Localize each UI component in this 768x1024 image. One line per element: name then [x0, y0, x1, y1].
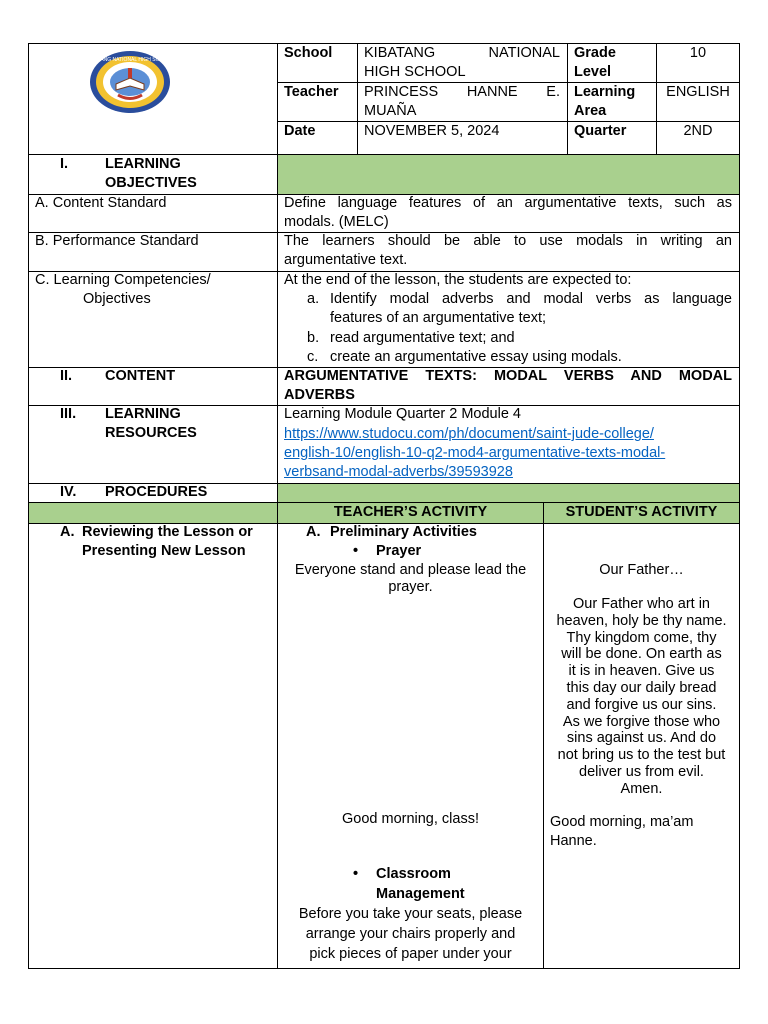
quarter-label: Quarter [574, 123, 627, 139]
competency-b-marker: b. [307, 330, 320, 346]
performance-standard-line1: The learners should be able to use modals in writing an [284, 233, 732, 249]
prayer-line: not bring us to the test but [557, 747, 726, 764]
prayer-line: Our Father who art in [573, 596, 710, 612]
classroom-line: arrange your chairs properly and [305, 926, 516, 942]
date-value: NOVEMBER 5, 2024 [364, 123, 500, 139]
objectives-title-line2: OBJECTIVES [105, 175, 197, 191]
step-a-marker: A. [60, 524, 75, 540]
resources-link-line3[interactable]: verbsand-modal-adverbs/39593928 [284, 464, 513, 480]
school-seal-icon [88, 50, 172, 114]
content-value-line2: ADVERBS [284, 387, 355, 403]
competencies-label-line1: C. Learning Competencies/ [35, 272, 211, 288]
resources-title-line1: LEARNING [105, 406, 181, 422]
bullet-icon: • [353, 866, 359, 882]
prayer-line: Thy kingdom come, thy [566, 629, 717, 646]
classroom-title-line2: Management [376, 886, 465, 902]
resources-link-line1[interactable]: https://www.studocu.com/ph/document/saint-jude-college/ [284, 426, 654, 442]
classroom-instruction [278, 904, 543, 964]
area-label-line1: Learning [574, 84, 636, 100]
prayer-line: sins against us. And do [566, 730, 717, 747]
student-prayer [544, 596, 739, 798]
prelim-marker: A. [306, 524, 321, 540]
school-value-line2: HIGH SCHOOL [364, 64, 466, 80]
resources-title-line2: RESOURCES [105, 425, 197, 441]
competencies-intro: At the end of the lesson, the students are expected to: [284, 272, 632, 288]
competencies-label-line2: Objectives [83, 291, 151, 307]
prayer-line: and forgive us our sins. [566, 696, 717, 713]
resources-link-line2[interactable]: english-10/english-10-q2-mod4-argumentative-texts-modal- [284, 445, 666, 461]
competency-a-line1: Identify modal adverbs and modal verbs as language [330, 291, 732, 307]
step-a-line2: Presenting New Lesson [82, 543, 246, 559]
prayer-title: Prayer [376, 543, 422, 559]
student-greeting-line2: Hanne. [550, 833, 597, 849]
school-value-line1: KIBATANG NATIONAL [364, 45, 560, 61]
content-title: CONTENT [105, 368, 176, 384]
objectives-title-line1: LEARNING [105, 156, 181, 172]
school-label: School [284, 45, 333, 61]
area-label-line2: Area [574, 103, 607, 119]
student-greeting-line1: Good morning, ma’am [550, 814, 694, 830]
resources-module: Learning Module Quarter 2 Module 4 [284, 406, 521, 422]
content-standard-line1: Define language features of an argumentative texts, such as [284, 195, 732, 211]
quarter-value: 2ND [683, 123, 713, 139]
prayer-instruction-line2: prayer. [388, 579, 433, 595]
competency-c: create an argumentative essay using modals. [330, 349, 622, 365]
prayer-line: this day our daily bread [566, 679, 717, 696]
competency-a-line2: features of an argumentative text; [330, 310, 547, 326]
student-prayer-start: Our Father… [599, 562, 684, 578]
step-a-line1: Reviewing the Lesson or [82, 524, 253, 540]
content-number: II. [60, 368, 73, 384]
competency-b: read argumentative text; and [330, 330, 515, 346]
objectives-number: I. [60, 156, 69, 172]
prayer-instruction-line1: Everyone stand and please lead the [294, 562, 527, 578]
prayer-line: it is in heaven. Give us [568, 663, 715, 680]
competency-a-marker: a. [307, 291, 320, 307]
prayer-line: As we forgive those who [562, 713, 721, 730]
prayer-line: heaven, holy be thy name. [556, 612, 727, 629]
competency-c-marker: c. [307, 349, 319, 365]
grade-value: 10 [689, 45, 707, 61]
prayer-line: deliver us from evil. [579, 763, 704, 780]
bullet-icon: • [353, 543, 359, 559]
student-activity-header: STUDENT’S ACTIVITY [565, 504, 718, 520]
content-standard-label: A. Content Standard [35, 195, 167, 211]
procedures-number: IV. [60, 484, 77, 500]
procedures-title: PROCEDURES [105, 484, 208, 500]
teacher-value-line2: MUAÑA [364, 103, 417, 119]
content-standard-line2: modals. (MELC) [284, 214, 389, 230]
classroom-title-line1: Classroom [376, 866, 451, 882]
classroom-line: pick pieces of paper under your [309, 946, 512, 962]
teacher-activity-header: TEACHER’S ACTIVITY [333, 504, 488, 520]
classroom-line: Before you take your seats, please [298, 906, 523, 922]
teacher-greeting: Good morning, class! [341, 811, 479, 827]
teacher-value-line1: PRINCESS HANNE E. [364, 84, 560, 100]
prayer-line: Amen. [620, 780, 663, 797]
performance-standard-line2: argumentative text. [284, 252, 408, 268]
area-value: ENGLISH [666, 84, 730, 100]
resources-number: III. [60, 406, 77, 422]
date-label: Date [284, 123, 316, 139]
teacher-label: Teacher [284, 84, 339, 100]
school-logo [88, 50, 172, 114]
grade-label-line2: Level [574, 64, 612, 80]
performance-standard-label: B. Performance Standard [35, 233, 199, 249]
grade-label-line1: Grade [574, 45, 616, 61]
content-value-line1: ARGUMENTATIVE TEXTS: MODAL VERBS AND MODAL [284, 368, 732, 384]
prelim-title: Preliminary Activities [330, 524, 477, 540]
svg-text:KIBATANG NATIONAL HIGH SCHOOL: KIBATANG NATIONAL HIGH SCHOOL [88, 57, 172, 63]
prayer-line: will be done. On earth as [561, 646, 722, 663]
